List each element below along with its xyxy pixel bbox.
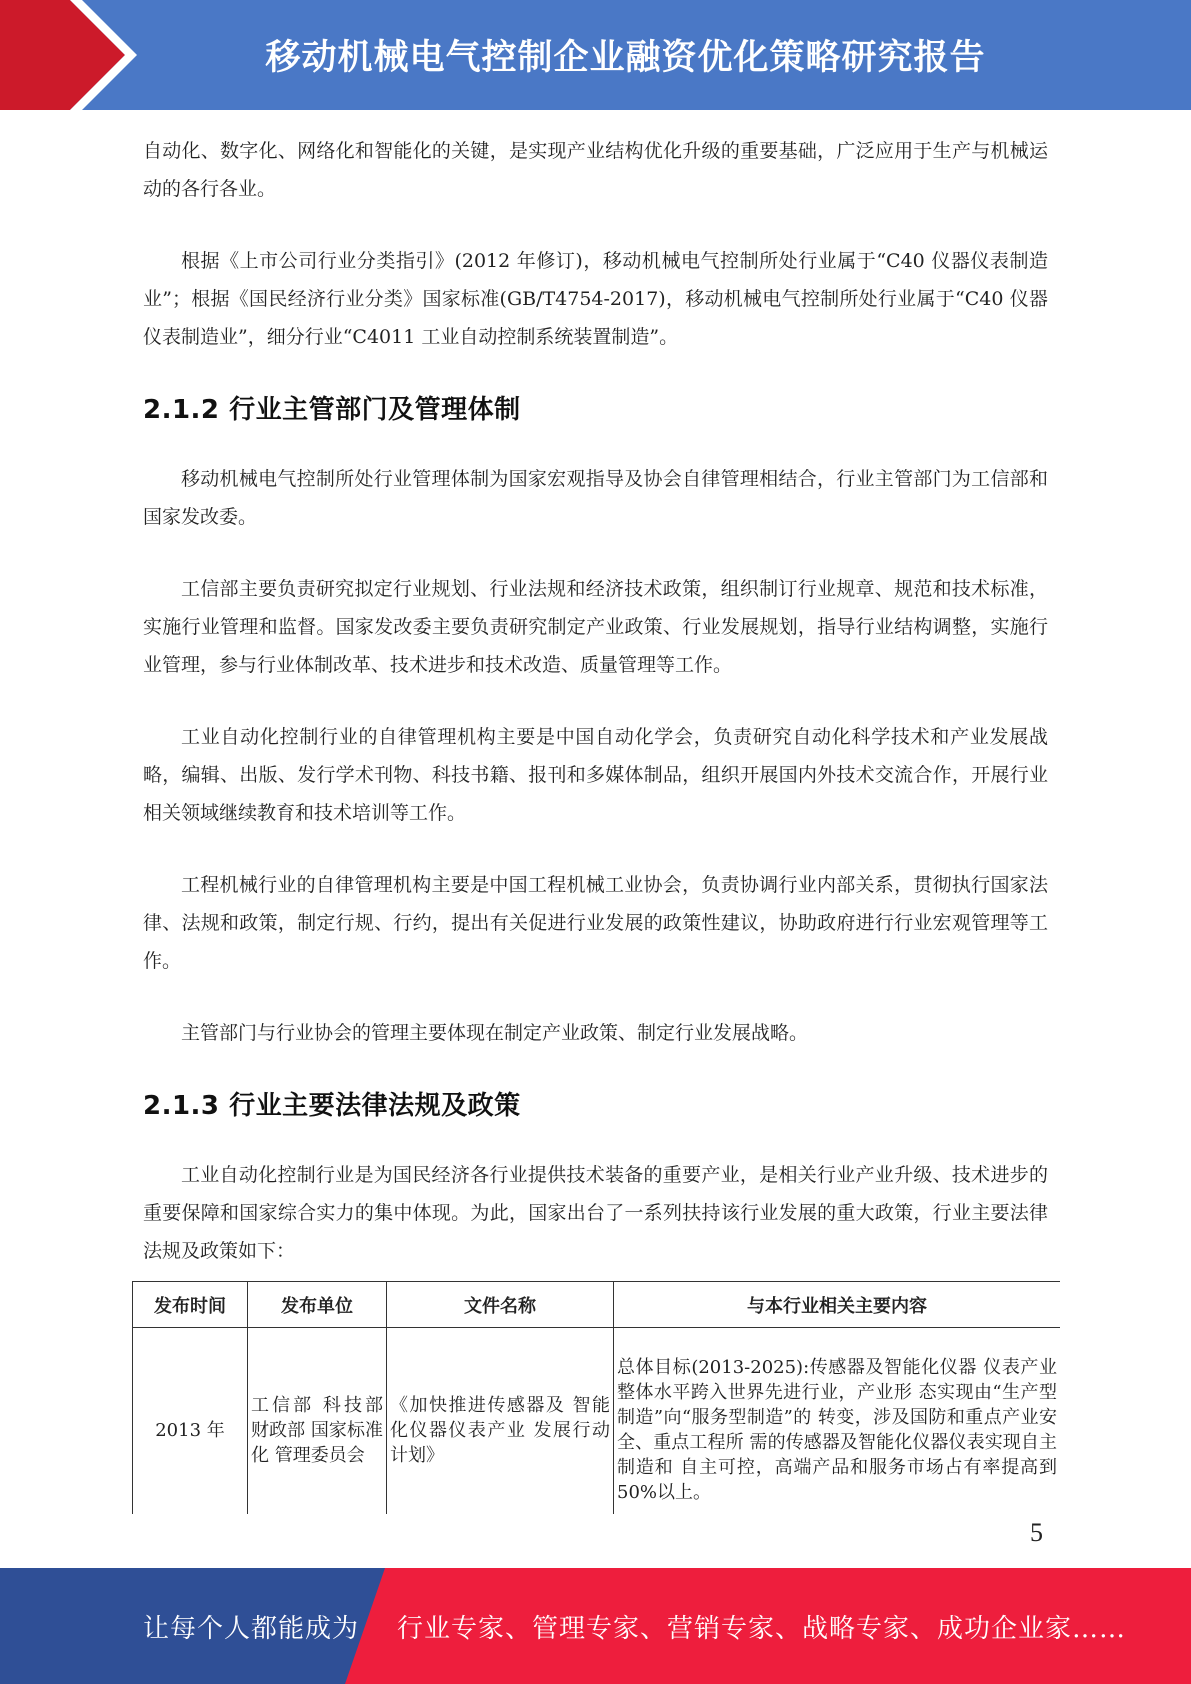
header-chevron-decoration (0, 0, 150, 110)
column-header-doc: 文件名称 (387, 1282, 614, 1328)
paragraph: 移动机械电气控制所处行业管理体制为国家宏观指导及协会自律管理相结合，行业主管部门为工信部和国家发改委。 (143, 468, 1048, 528)
column-header-content: 与本行业相关主要内容 (614, 1282, 1061, 1328)
cell-doc: 《加快推进传感器及 智能化仪器仪表产业 发展行动计划》 (387, 1328, 614, 1515)
document-body (143, 132, 1048, 1304)
report-title: 移动机械电气控制企业融资优化策略研究报告 (265, 38, 986, 78)
cell-time: 2013 年 (133, 1328, 248, 1515)
cell-unit: 工信部 科技部 财政部 国家标准化 管理委员会 (248, 1328, 387, 1515)
table-header-row (133, 1282, 1061, 1328)
paragraph: 工业自动化控制行业是为国民经济各行业提供技术装备的重要产业，是相关行业产业升级、技术进步的重要保障和国家综合实力的集中体现。为此，国家出台了一系列扶持该行业发展的重大政策，行业主要法律法规及政策如下： (143, 1164, 1048, 1262)
column-header-time: 发布时间 (133, 1282, 248, 1328)
paragraph: 工程机械行业的自律管理机构主要是中国工程机械工业协会，负责协调行业内部关系，贯彻执行国家法律、法规和政策，制定行规、行约，提出有关促进行业发展的政策性建议，协助政府进行行业宏观管理等工作。 (143, 874, 1048, 972)
table-row (133, 1328, 1061, 1515)
paragraph: 自动化、数字化、网络化和智能化的关键，是实现产业结构优化升级的重要基础，广泛应用于生产与机械运动的各行各业。 (143, 140, 1048, 200)
paragraph: 工业自动化控制行业的自律管理机构主要是中国自动化学会，负责研究自动化科学技术和产业发展战略，编辑、出版、发行学术刊物、科技书籍、报刊和多媒体制品，组织开展国内外技术交流合作，开展行业相关领域继续教育和技术培训等工作。 (143, 726, 1048, 824)
page-number: 5 (1030, 1518, 1043, 1547)
section-heading-2-1-2: 2.1.2 行业主管部门及管理体制 (143, 395, 521, 425)
policy-table-container (132, 1281, 1060, 1514)
column-header-unit: 发布单位 (248, 1282, 387, 1328)
page-footer (0, 1568, 1191, 1684)
policy-table (132, 1281, 1060, 1514)
page-header (0, 0, 1191, 110)
paragraph: 主管部门与行业协会的管理主要体现在制定产业政策、制定行业发展战略。 (181, 1022, 809, 1044)
paragraph: 工信部主要负责研究拟定行业规划、行业法规和经济技术政策，组织制订行业规章、规范和技术标准，实施行业管理和监督。国家发改委主要负责研究制定产业政策、行业发展规划，指导行业结构调整，实施行业管理，参与行业体制改革、技术进步和技术改造、质量管理等工作。 (143, 578, 1048, 676)
section-heading-2-1-3: 2.1.3 行业主要法律法规及政策 (143, 1091, 521, 1121)
cell-content: 总体目标(2013-2025):传感器及智能化仪器 仪表产业整体水平跨入世界先进行业，产业形 态实现由“生产型制造”向“服务型制造”的 转变，涉及国防和重点产业安全、重点工程所 需的传感器及智能化仪器仪表实现自主制造和 自主可控，高端产品和服务市场占有率提高到 50%以上。 (614, 1328, 1061, 1515)
footer-slogan-right: 行业专家、管理专家、营销专家、战略专家、成功企业家…… (397, 1613, 1127, 1644)
paragraph: 根据《上市公司行业分类指引》(2012 年修订)，移动机械电气控制所处行业属于“C40 仪器仪表制造业”；根据《国民经济行业分类》国家标准(GB/T4754-2017)，移动机械电气控制所处行业属于“C40 仪器仪表制造业”，细分行业“C4011 工业自动控制系统装置制造”。 (143, 250, 1048, 348)
footer-slogan-left: 让每个人都能成为 (143, 1613, 360, 1644)
